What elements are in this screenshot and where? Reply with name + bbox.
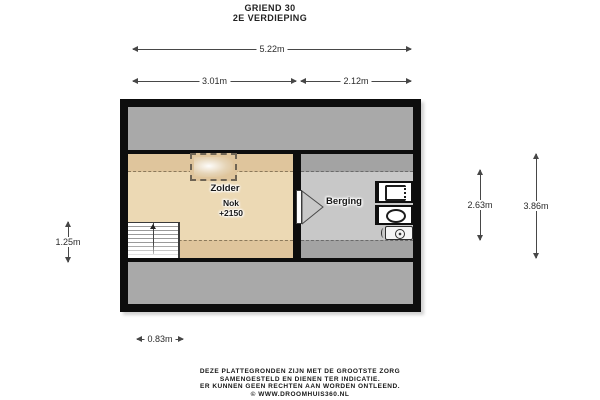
stairs-icon bbox=[128, 222, 180, 258]
dimension-label: 5.22m bbox=[256, 44, 287, 54]
arrow-up-icon bbox=[65, 221, 71, 227]
low-ceiling-band bbox=[301, 154, 413, 172]
arrow-right-icon bbox=[406, 46, 412, 52]
dryer-icon bbox=[375, 181, 413, 203]
disclaimer-line: DEZE PLATTEGRONDEN ZIJN MET DE GROOTSTE ZORG bbox=[199, 368, 401, 375]
wall bbox=[128, 150, 413, 154]
plan-subtitle: 2E VERDIEPING bbox=[232, 13, 308, 23]
arrow-down-icon bbox=[533, 253, 539, 259]
unit-vent bbox=[395, 229, 405, 239]
arrow-right-icon bbox=[178, 336, 184, 342]
low-ceiling-band bbox=[301, 240, 413, 258]
wall bbox=[128, 258, 413, 262]
dimension-label: 0.83m bbox=[144, 334, 175, 344]
arrow-right-icon bbox=[406, 78, 412, 84]
plan-title: GRIEND 30 bbox=[244, 3, 296, 13]
door-swing-icon bbox=[302, 189, 325, 226]
dryer-door bbox=[385, 185, 406, 201]
disclaimer bbox=[0, 368, 600, 398]
arrow-left-icon bbox=[300, 78, 306, 84]
arrow-left-icon bbox=[132, 46, 138, 52]
ridge-height-value: +2150 bbox=[219, 208, 243, 218]
room-label-zolder: Zolder bbox=[210, 183, 240, 194]
ridge-label: Nok bbox=[222, 198, 240, 208]
disclaimer-line: SAMENGESTELD EN DIENEN TER INDICATIE. bbox=[219, 375, 381, 383]
arrow-right-icon bbox=[291, 78, 297, 84]
stairs-cut-fade bbox=[128, 244, 178, 258]
washer-door bbox=[386, 209, 406, 223]
ventilation-unit-icon bbox=[385, 226, 413, 240]
arrow-left-icon bbox=[136, 336, 142, 342]
disclaimer-copyright: © WWW.DROOMHUIS360.NL bbox=[250, 390, 350, 398]
washing-machine-icon bbox=[375, 205, 413, 225]
arrow-down-icon bbox=[477, 235, 483, 241]
dimension-label: 2.63m bbox=[464, 200, 495, 210]
arrow-up-icon bbox=[477, 169, 483, 175]
dimension-label: 3.86m bbox=[520, 201, 551, 211]
arrow-up-icon bbox=[533, 153, 539, 159]
dimension-label: 3.01m bbox=[199, 76, 230, 86]
floorplan-drawing bbox=[120, 99, 421, 312]
stairs-up-arrow-icon bbox=[150, 224, 156, 229]
arrow-left-icon bbox=[132, 78, 138, 84]
dimension-label: 1.25m bbox=[52, 237, 83, 247]
roof-window-glass bbox=[194, 157, 233, 177]
room-label-berging: Berging bbox=[326, 196, 362, 207]
roof-window-icon bbox=[190, 153, 237, 181]
ridge-height-label bbox=[219, 198, 243, 218]
plan-title-block bbox=[120, 3, 420, 23]
arrow-down-icon bbox=[65, 257, 71, 263]
disclaimer-line: ER KUNNEN GEEN RECHTEN AAN WORDEN ONTLEEND. bbox=[199, 383, 400, 390]
dimension-label: 2.12m bbox=[340, 76, 371, 86]
unit-bracket bbox=[381, 228, 386, 238]
